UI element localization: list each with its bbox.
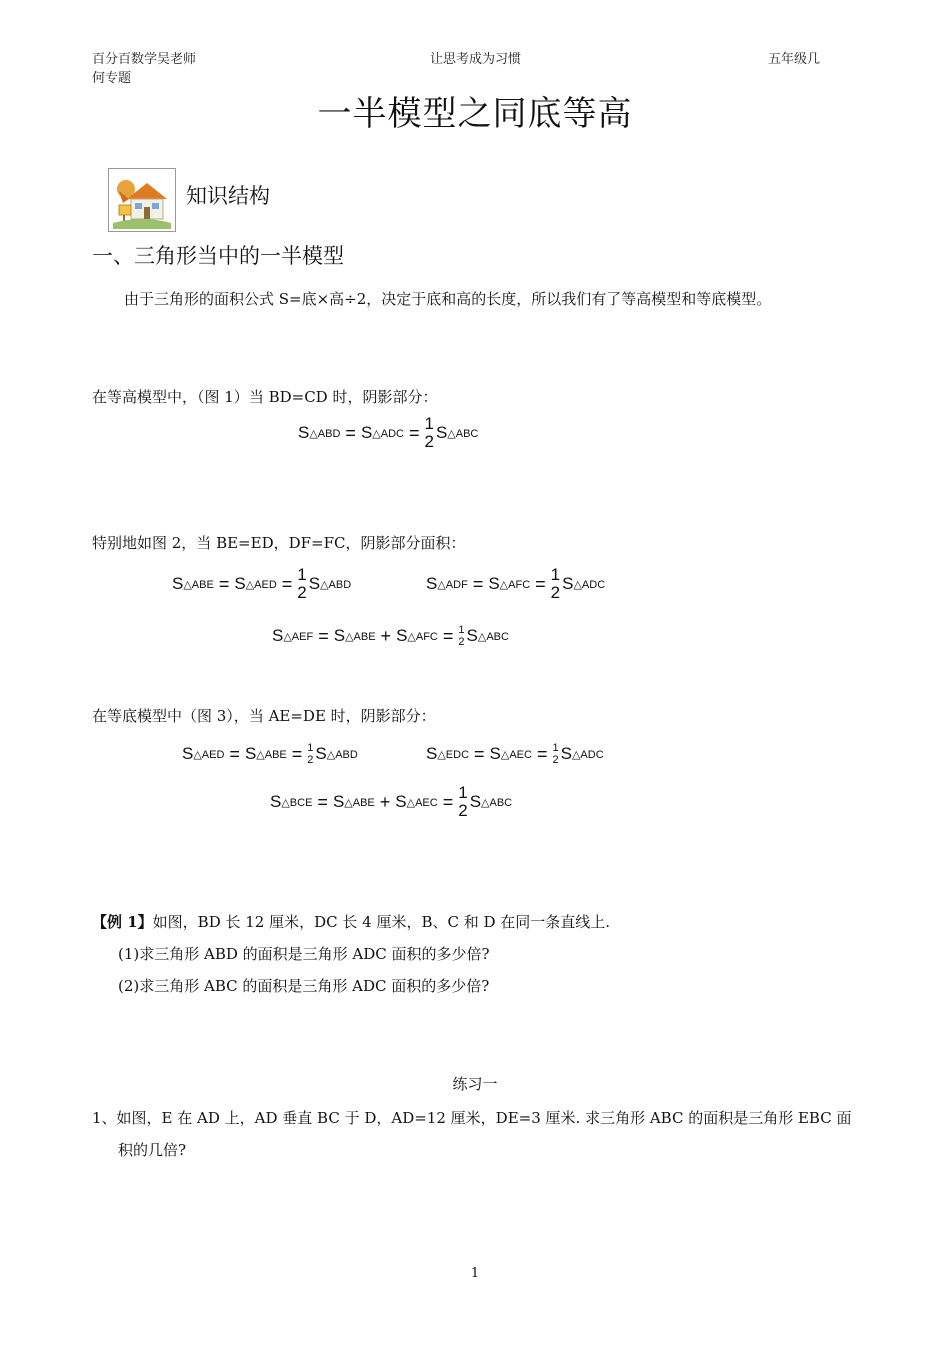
practice-title: 练习一 (452, 1075, 498, 1093)
symbol-s: S (435, 423, 448, 442)
symbol-s: S (360, 423, 373, 442)
equals-sign: = (408, 422, 420, 443)
equals-sign: = (345, 422, 356, 443)
example1-line (92, 912, 610, 932)
fraction-one-half: 1 2 (307, 742, 314, 766)
page-number: 1 (470, 1266, 480, 1281)
subscript: △ABD (309, 427, 341, 440)
header-left-line2: 何专题 (92, 71, 132, 86)
fraction-one-half: 1 2 (297, 565, 307, 602)
fraction-one-half: 1 2 (552, 742, 559, 766)
formula-equal-height (298, 415, 478, 451)
example1-tag: 【例 1】 (92, 913, 153, 931)
header-left-line1: 百分百数学吴老师 (92, 52, 197, 67)
fraction-one-half: 1 2 (458, 624, 465, 648)
header-center: 让思考成为习惯 (430, 52, 522, 67)
fraction-one-half: 1 2 (458, 783, 468, 820)
example1-question-1: (1)求三角形 ABD 的面积是三角形 ADC 面积的多少倍? (118, 945, 490, 963)
intro-paragraph: 由于三角形的面积公式 S=底×高÷2，决定于底和高的长度，所以我们有了等高模型和等底模型。 (124, 290, 772, 308)
symbol-s: S (298, 423, 310, 442)
formula-fig2-c: S △AEF = S △ABE + S △AFC = 1 2 S △ABC (272, 624, 509, 648)
page-title: 一半模型之同底等高 (317, 94, 633, 134)
formula-equal-base-a: S △AED = S △ABE = 1 2 S △ABD (182, 742, 358, 766)
section-heading-1: 一、三角形当中的一半模型 (92, 244, 344, 268)
practice1-line2: 积的几倍? (118, 1141, 187, 1159)
formula-equal-base-c: S △BCE = S △ABE + S △AEC = 1 2 S △ABC (270, 783, 513, 820)
formula-fig2-a: S △ABE = S △AED = 1 2 S △ABD (172, 565, 352, 602)
header-right: 五年级几 (768, 52, 821, 67)
fraction-one-half: 1 2 (550, 565, 561, 602)
subscript: △ADC (372, 427, 404, 440)
subscript: △ABC (447, 427, 479, 440)
example1-text: 如图，BD 长 12 厘米，DC 长 4 厘米，B、C 和 D 在同一条直线上. (152, 913, 611, 931)
equal-base-text: 在等底模型中（图 3），当 AE=DE 时，阴影部分： (92, 707, 436, 725)
practice1-line1: 1、如图，E 在 AD 上，AD 垂直 BC 于 D，AD=12 厘米，DE=3 厘米. 求三角形 ABC 的面积是三角形 EBC 面 (92, 1109, 852, 1127)
formula-fig2-b: S △ADF = S △AFC = 1 2 S △ADC (426, 565, 606, 602)
house-icon (108, 168, 176, 232)
example1-question-2: (2)求三角形 ABC 的面积是三角形 ADC 面积的多少倍? (118, 977, 490, 995)
fraction-one-half: 1 2 (424, 414, 434, 451)
fig2-text: 特别地如图 2，当 BE=ED，DF=FC，阴影部分面积： (92, 534, 466, 552)
formula-equal-base-b: S △EDC = S △AEC = 1 2 S △ADC (426, 742, 604, 766)
knowledge-structure-label: 知识结构 (186, 184, 270, 208)
equal-height-text: 在等高模型中，（图 1）当 BD=CD 时，阴影部分： (92, 388, 438, 406)
